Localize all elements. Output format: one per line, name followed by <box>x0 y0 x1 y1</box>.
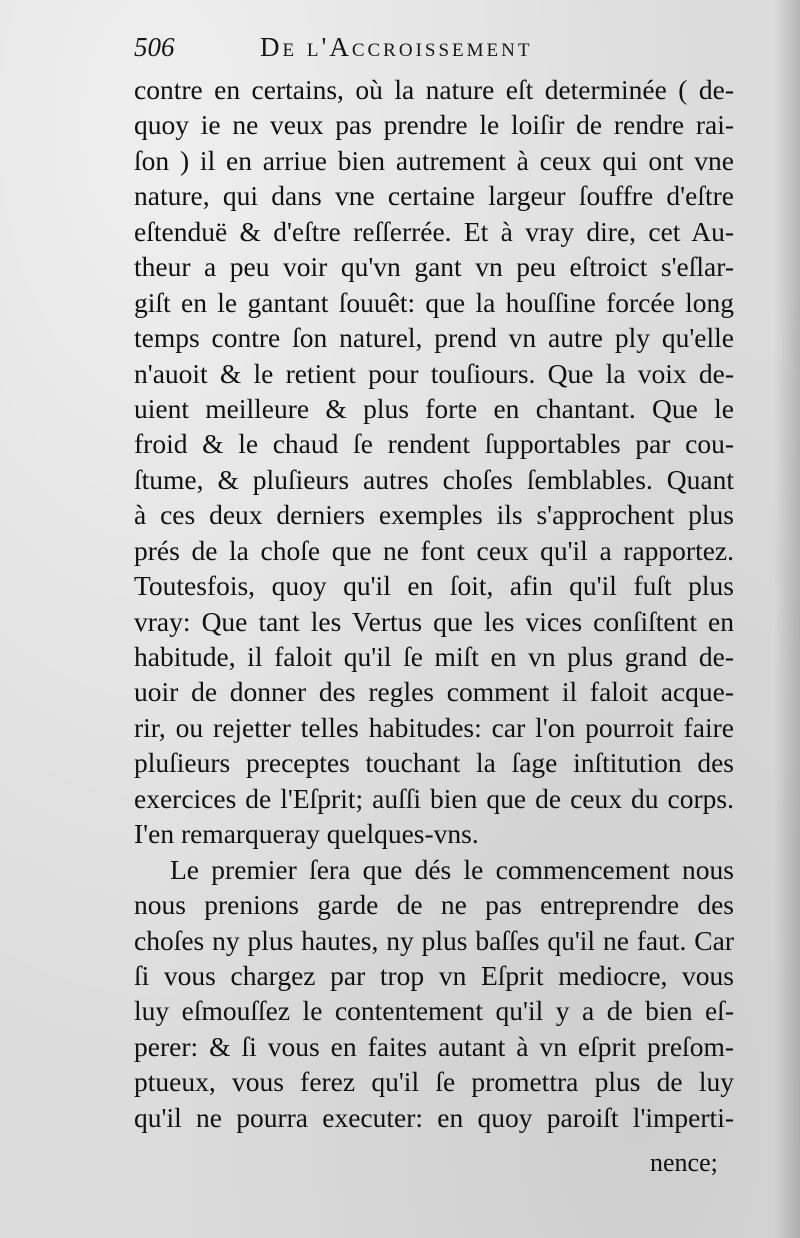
text-line: Toutesfois, quoy qu'il en ſoit, afin qu'il fuſt plus <box>134 570 734 602</box>
page-edge-shadow <box>774 0 800 1238</box>
text-line: prés de la choſe que ne font ceux qu'il a rapportez. <box>134 534 734 566</box>
text-line: I'en remarqueray quelques-vns. <box>134 818 479 850</box>
text-line: ſi vous chargez par trop vn Eſprit mediocre, vous <box>134 959 734 991</box>
text-line: luy eſmouſſez le contentement qu'il y a de bien eſ- <box>134 995 734 1027</box>
text-line: ptueux, vous ferez qu'il ſe promettra plus de luy <box>134 1066 734 1098</box>
text-line: à ces deux derniers exemples ils s'approchent plus <box>134 499 734 531</box>
text-line: giſt en le gantant ſouuêt: que la houſſine forcée long <box>134 286 734 318</box>
text-line: froid & le chaud ſe rendent ſupportables par cou- <box>134 428 734 460</box>
text-line: choſes ny plus hautes, ny plus baſſes qu'il ne faut. Car <box>134 924 734 956</box>
text-line: temps contre ſon naturel, prend vn autre ply qu'elle <box>134 322 734 354</box>
text-line: uient meilleure & plus forte en chantant. Que le <box>134 392 734 424</box>
text-line: habitude, il faloit qu'il ſe miſt en vn plus grand de- <box>134 641 734 672</box>
text-line: eſtenduë & d'eſtre reſſerrée. Et à vray dire, cet Au- <box>134 215 734 247</box>
catchword: nence; <box>650 1148 718 1177</box>
text-line: pluſieurs preceptes touchant la ſage inſtitution des <box>134 747 734 779</box>
text-line: nature, qui dans vne certaine largeur ſouffre d'eſtre <box>134 180 734 212</box>
text-line: contre en certains, où la nature eſt determinée ( de- <box>134 74 734 105</box>
running-title: De l'Accroissement <box>260 32 533 62</box>
text-line: ſtume, & pluſieurs autres choſes ſemblables. Quant <box>134 463 734 495</box>
text-line: quoy ie ne veux pas prendre le loiſir de rendre rai- <box>134 109 734 141</box>
text-line: exercices de l'Eſprit; auſſi bien que de ceux du corps. <box>134 782 734 814</box>
text-line: uoir de donner des regles comment il faloit acque- <box>134 676 734 708</box>
text-line: theur a peu voir qu'vn gant vn peu eſtroict s'eſlar- <box>134 251 734 283</box>
text-line: nous prenions garde de ne pas entreprendre des <box>134 889 734 921</box>
running-head <box>130 30 650 70</box>
paragraph-first-line: Le premier ſera que dés le commencement nous <box>170 853 734 885</box>
text-line: vray: Que tant les Vertus que les vices conſiſtent en <box>134 605 734 637</box>
text-line: n'auoit & le retient pour touſiours. Que la voix de- <box>134 357 734 389</box>
text-line: ſon ) il en arriue bien autrement à ceux qui ont vne <box>134 144 734 176</box>
text-line: rir, ou rejetter telles habitudes: car l'on pourroit faire <box>134 711 734 743</box>
body-text <box>134 72 734 1135</box>
text-line: qu'il ne pourra executer: en quoy paroiſt l'imperti- <box>134 1101 734 1133</box>
page-number: 506 <box>134 32 175 62</box>
text-line: perer: & ſi vous en faites autant à vn eſprit preſom- <box>134 1030 734 1062</box>
